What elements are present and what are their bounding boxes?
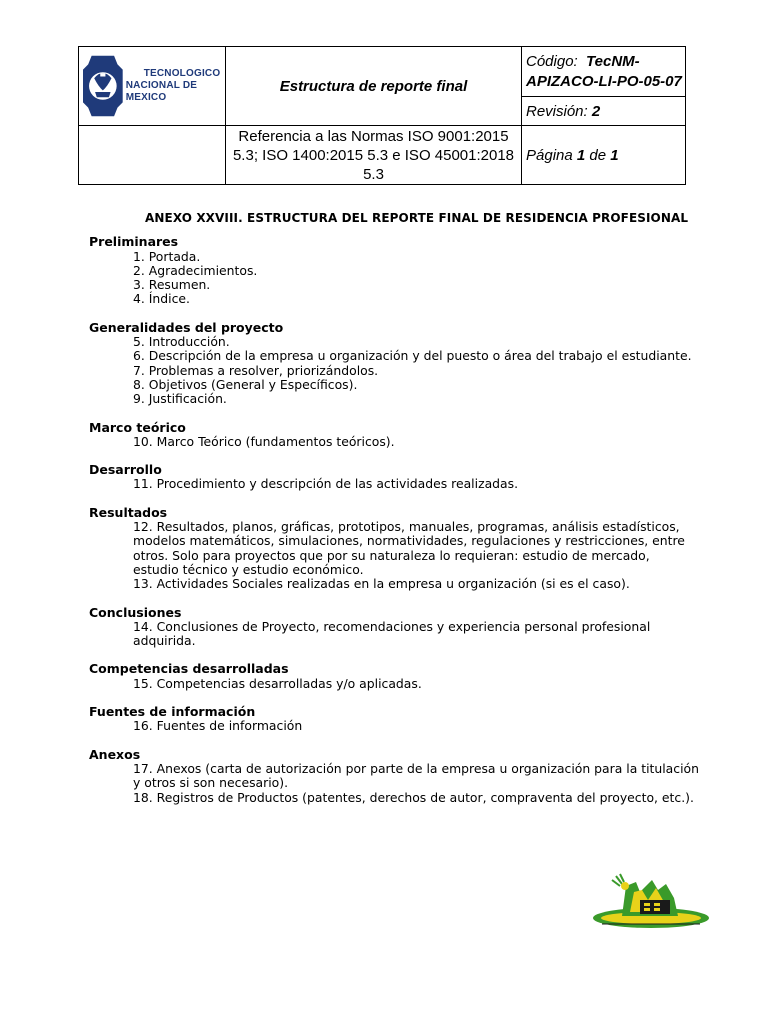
list-item: 11. Procedimiento y descripción de las actividades realizadas. [133,476,519,492]
page-label: Página [526,146,573,164]
section [89,235,699,306]
section-heading: Generalidades del proyecto [89,319,284,335]
section-heading: Resultados [89,504,168,520]
section [89,421,699,450]
annex-title: ANEXO XXVIII. ESTRUCTURA DEL REPORTE FINAL DE RESIDENCIA PROFESIONAL [145,211,689,225]
list-item: 18. Registros de Productos (patentes, derechos de autor, compraventa del proyecto, etc.). [133,789,694,805]
page-cell [522,126,686,185]
revision-label: Revisión: [526,102,588,120]
list-item: 12. Resultados, planos, gráficas, prototipos, manuales, programas, análisis estadísticos, modelos matemáticos, simulaciones, normatividades, regulaciones y restricciones, entre otros. Solo para proyectos que por su naturaleza lo requieran: estudio de mercado, estudio técnico y estudio económico. [133,519,685,577]
tecnm-gear-logo-icon [83,47,123,125]
section [89,705,699,734]
list-item: 5. Introducción. [133,334,230,350]
page-current: 1 [576,146,586,164]
section-items [89,520,699,591]
section-heading: Anexos [89,746,141,762]
page-total: 1 [610,146,619,164]
list-item: 4. Índice. [133,291,190,307]
section-heading: Conclusiones [89,604,182,620]
revision-value: 2 [591,102,601,120]
norms-reference: Referencia a las Normas ISO 9001:2015 5.3; ISO 1400:2015 5.3 e ISO 45001:2018 5.3 [226,126,522,185]
header-logo-cell [79,47,226,126]
list-item: 17. Anexos (carta de autorización por parte de la empresa u organización para la titulación y otros si son necesario). [133,760,699,791]
section-items [89,620,699,649]
code-label: Código: [526,52,578,70]
section-heading: Fuentes de información [89,704,256,720]
code-cell [522,47,686,97]
list-item: 15. Competencias desarrolladas y/o aplicadas. [133,675,422,691]
list-item: 10. Marco Teórico (fundamentos teóricos). [133,433,395,449]
revision-cell [522,97,686,126]
section [89,506,699,592]
section-heading: Desarrollo [89,462,162,478]
section-items [89,477,699,491]
section-heading: Preliminares [89,234,179,250]
section-heading: Competencias desarrolladas [89,661,289,677]
section-items [89,435,699,449]
section [89,606,699,649]
section [89,748,699,805]
list-item: 1. Portada. [133,248,201,264]
list-item: 3. Resumen. [133,277,211,293]
document-title: Estructura de reporte final [226,47,522,126]
section-items [89,335,699,406]
section [89,321,699,407]
logo-line-1: TECNOLOGICO [143,68,221,79]
list-item: 6. Descripción de la empresa u organización y del puesto o área del trabajo el estudiante. [133,348,692,364]
document-body [89,211,699,819]
logo-cell-lower [79,126,226,185]
section-heading: Marco teórico [89,419,186,435]
section-items [89,250,699,307]
logo-wordmark [126,68,225,104]
list-item: 7. Problemas a resolver, priorizándolos. [133,362,379,378]
list-item: 8. Objetivos (General y Específicos). [133,376,358,392]
section-items [89,719,699,733]
list-item: 16. Fuentes de información [133,718,303,734]
list-item: 14. Conclusiones de Proyecto, recomendaciones y experiencia personal profesional adquirida. [133,618,651,649]
logo-line-2: NACIONAL DE MEXICO [125,80,198,103]
document-header-table [78,46,686,185]
list-item: 9. Justificación. [133,391,227,407]
page-of-label: de [589,146,607,164]
section [89,662,699,691]
section [89,463,699,492]
list-item: 13. Actividades Sociales realizadas en la empresa u organización (si es el caso). [133,576,630,592]
list-item: 2. Agradecimientos. [133,262,258,278]
code-value: TecNM-APIZACO-LI-PO-05-07 [526,52,682,90]
section-items [89,762,699,805]
institute-emblem-logo-icon [592,872,710,932]
sections-list [89,235,699,805]
section-items [89,677,699,691]
